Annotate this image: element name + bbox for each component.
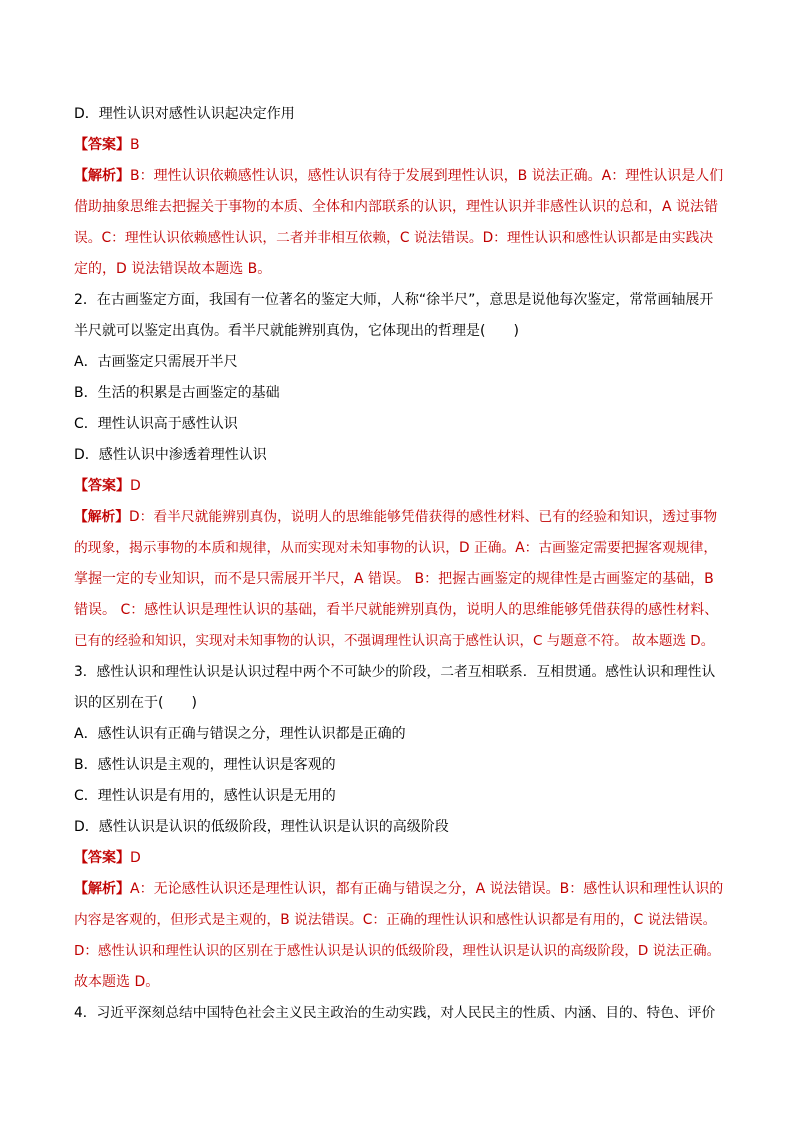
q3-analysis-line-1: 【解析】A：无论感性认识还是理性认识，都有正确与错误之分，A 说法错误。B：感性认识和理性认识的: [74, 881, 724, 897]
q3-analysis-line-4: 故本题选 D。: [74, 974, 160, 990]
q2-analysis-line-3: 掌握一定的专业知识，而不是只需展开半尺，A 错误。 B：把握古画鉴定的规律性是古画鉴定的基础，B: [74, 571, 714, 587]
q3-option-c: C．理性认识是有用的，感性认识是无用的: [74, 788, 336, 804]
q1-analysis-line-3: 误。C：理性认识依赖感性认识，二者并非相互依赖，C 说法错误。D：理性认识和感性认识都是由实践决: [74, 230, 714, 246]
q2-stem-line-1: 2．在古画鉴定方面，我国有一位著名的鉴定大师，人称“徐半尺”，意思是说他每次鉴定，常常画轴展开: [74, 292, 714, 308]
q2-option-c: C．理性认识高于感性认识: [74, 416, 238, 432]
q2-analysis-line-4: 错误。 C：感性认识是理性认识的基础，看半尺就能辨别真伪，说明人的思维能够凭借获得的感性材料、: [74, 602, 719, 618]
q2-option-a: A．古画鉴定只需展开半尺: [74, 354, 238, 370]
q2-stem-line-2: 半尺就可以鉴定出真伪。看半尺就能辨别真伪，它体现出的哲理是( ): [74, 323, 519, 339]
answer-label: 【答案】: [74, 850, 130, 866]
q3-option-b: B．感性认识是主观的，理性认识是客观的: [74, 757, 336, 773]
q2-analysis-line-1: 【解析】D：看半尺就能辨别真伪，说明人的思维能够凭借获得的感性材料、已有的经验和知识，透过事物: [74, 509, 718, 525]
q1-option-d: D．理性认识对感性认识起决定作用: [74, 106, 295, 122]
q3-answer: [74, 843, 724, 874]
q1-analysis-line-4: 定的，D 说法错误故本题选 B。: [74, 261, 272, 277]
analysis-label: 【解析】: [74, 509, 130, 525]
q3-analysis-line-2: 内容是客观的，但形式是主观的，B 说法错误。C：正确的理性认识和感性认识都是有用的，C 说法错误。: [74, 912, 717, 928]
analysis-label: 【解析】: [74, 881, 130, 897]
q2-analysis-line-2: 的现象，揭示事物的本质和规律，从而实现对未知事物的认识，D 正确。A：古画鉴定需要把握客观规律，: [74, 540, 718, 556]
answer-label: 【答案】: [74, 478, 130, 494]
q3-stem-line-2: 识的区别在于( ): [74, 695, 197, 711]
q4-stem-line-1: 4．习近平深刻总结中国特色社会主义民主政治的生动实践，对人民民主的性质、内涵、目的、特色、评价: [74, 1005, 716, 1021]
q2-analysis-line-5: 已有的经验和知识，实现对未知事物的认识，不强调理性认识高于感性认识，C 与题意不符。 故本题选 D。: [74, 633, 715, 649]
q2-answer: [74, 471, 724, 502]
q3-analysis-line-3: D：感性认识和理性认识的区别在于感性认识是认识的低级阶段，理性认识是认识的高级阶段，D 说法正确。: [74, 943, 721, 959]
q2-option-d: D．感性认识中渗透着理性认识: [74, 447, 267, 463]
q2-option-b: B．生活的积累是古画鉴定的基础: [74, 385, 280, 401]
answer-label: 【答案】: [74, 137, 130, 153]
analysis-label: 【解析】: [74, 168, 130, 184]
q3-option-a: A．感性认识有正确与错误之分，理性认识都是正确的: [74, 726, 406, 742]
answer-value: D: [130, 850, 141, 866]
q1-analysis-line-1: 【解析】B：理性认识依赖感性认识，感性认识有待于发展到理性认识，B 说法正确。A：理性认识是人们: [74, 168, 724, 184]
q1-analysis-line-2: 借助抽象思维去把握关于事物的本质、全体和内部联系的认识，理性认识并非感性认识的总和，A 说法错: [74, 199, 719, 215]
answer-value: D: [130, 478, 141, 494]
q3-stem-line-1: 3．感性认识和理性认识是认识过程中两个不可缺少的阶段，二者互相联系．互相贯通。感性认识和理性认: [74, 664, 716, 680]
q3-option-d: D．感性认识是认识的低级阶段，理性认识是认识的高级阶段: [74, 819, 449, 835]
answer-value: B: [130, 137, 140, 153]
q1-answer: [74, 130, 724, 161]
